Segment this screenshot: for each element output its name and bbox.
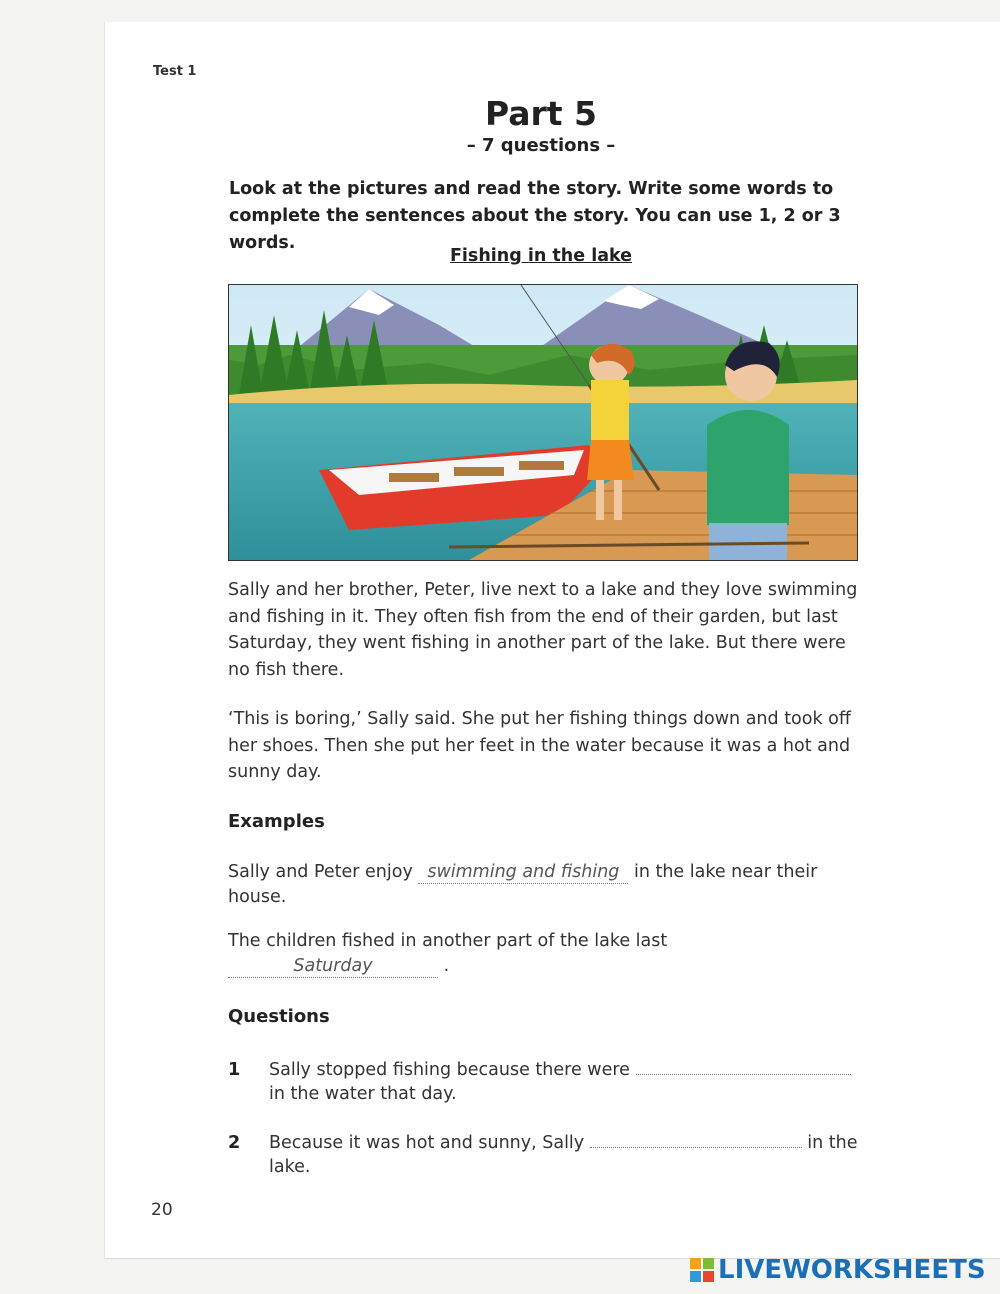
question-1-number: 1 [228, 1060, 241, 1080]
story-paragraph-1: Sally and her brother, Peter, live next to a lake and they love swimming and fishing in it. They often fish from the end of their garden, but last Saturday, they went fishing in another part of the lake. But there were no fish there. [228, 580, 858, 680]
example-1-answer: swimming and fishing [418, 861, 628, 884]
example-2-answer: Saturday [228, 955, 438, 978]
question-1-after: in the water that day. [269, 1084, 457, 1104]
story-title: Fishing in the lake [449, 246, 633, 266]
question-1-before: Sally stopped fishing because there were [269, 1060, 636, 1080]
story-paragraph-2: ‘This is boring,’ Sally said. She put her fishing things down and took off her shoes. Then she put her feet in the water because it was a hot and sunny day. [228, 709, 851, 782]
page-number: 20 [151, 1200, 173, 1220]
example-2-after: . [438, 956, 450, 976]
part-title: Part 5 [484, 94, 598, 133]
questions-heading: Questions [228, 1006, 330, 1027]
lake-scene-illustration [229, 285, 857, 560]
question-2-answer-field[interactable] [590, 1133, 802, 1148]
question-2-number: 2 [228, 1133, 241, 1153]
story-illustration [228, 284, 858, 561]
example-1-before: Sally and Peter enjoy [228, 862, 419, 882]
question-2-after: in the lake. [269, 1133, 858, 1177]
examples-heading: Examples [228, 811, 325, 832]
liveworksheets-logo-icon [690, 1258, 714, 1282]
question-1-answer-field[interactable] [636, 1060, 851, 1075]
worksheet-page [104, 22, 1000, 1259]
example-1-after: in the lake near their house. [228, 862, 818, 907]
example-1 [228, 860, 868, 910]
instructions: Look at the pictures and read the story. Write some words to complete the sentences about the story. You can use 1, 2 or 3 words. [229, 179, 841, 253]
example-2-before: The children fished in another part of the lake last [228, 931, 668, 951]
brand-name: LIVEWORKSHEETS [718, 1255, 986, 1285]
part-subtitle: – 7 questions – [466, 135, 616, 156]
question-2-before: Because it was hot and sunny, Sally [269, 1133, 590, 1153]
test-label: Test 1 [153, 64, 197, 79]
example-2 [228, 929, 868, 979]
liveworksheets-brand[interactable] [690, 1254, 986, 1286]
